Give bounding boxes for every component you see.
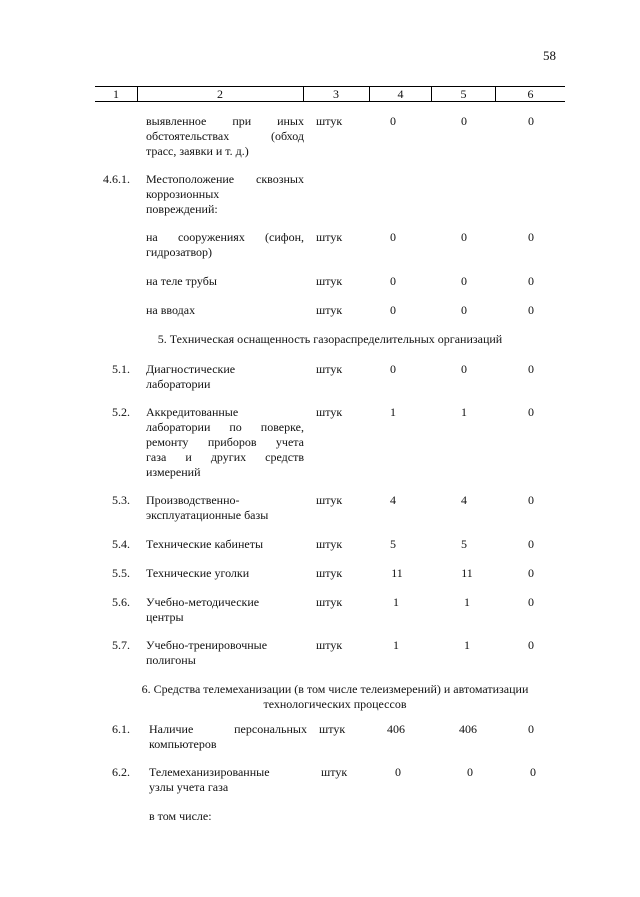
row-value-col4: 5 [390,537,396,551]
row-value-col5: 5 [461,537,467,551]
row-value-col5: 1 [464,638,470,652]
section-heading-line: технологических процессов [263,697,407,711]
row-value-col6: 0 [528,362,534,376]
row-unit: штук [316,493,343,507]
row-value-col5: 4 [461,493,467,507]
description-line: Производственно- [146,493,240,507]
subsection-label: в том числе: [149,809,212,823]
description-line: измерений [146,465,201,479]
row-value-col5: 11 [461,566,473,580]
row-value-col6: 0 [528,537,534,551]
table-header-row [95,86,565,102]
header-col-2: 2 [217,87,223,101]
row-value-col4: 0 [395,765,401,779]
row-value-col4: 0 [390,274,396,288]
description-line: лаборатории [146,377,211,391]
row-unit: штук [321,765,348,779]
row-number: 6.1. [112,722,130,736]
row-value-col5: 0 [461,303,467,317]
row-unit: штук [316,405,343,419]
row-description [146,537,304,552]
row-value-col6: 0 [528,405,534,419]
row-value-col5: 0 [461,362,467,376]
row-description [149,765,307,795]
row-value-col4: 11 [391,566,403,580]
row-description [146,595,304,625]
row-value-col4: 4 [390,493,396,507]
row-value-col6: 0 [528,493,534,507]
row-value-col5: 0 [467,765,473,779]
description-line: гидрозатвор) [146,245,213,259]
row-unit: штук [316,537,343,551]
header-col-5: 5 [460,87,467,101]
description-line: Наличие персональных [149,722,307,736]
description-line: лаборатории по поверке, [146,420,304,434]
row-description [146,172,304,217]
row-value-col5: 0 [461,114,467,128]
row-value-col6: 0 [528,566,534,580]
description-line: на теле трубы [146,274,217,288]
row-unit: штук [316,638,343,652]
description-line: компьютеров [149,737,217,751]
description-line: Технические уголки [146,566,250,580]
row-number: 5.6. [112,595,130,609]
row-value-col5: 0 [461,274,467,288]
section-heading [110,682,560,712]
description-line: трасс, заявки и т. д.) [146,144,249,158]
description-line: выявленное при иных [146,114,304,128]
row-value-col5: 406 [459,722,477,736]
page-number: 58 [543,48,556,63]
row-value-col6: 0 [528,595,534,609]
header-col-6: 6 [527,87,534,101]
row-number: 5.4. [112,537,130,551]
row-description [146,114,304,159]
section-heading: 5. Техническая оснащенность газораспределительных организаций [157,332,503,346]
row-number: 4.6.1. [103,172,130,186]
row-value-col5: 1 [464,595,470,609]
row-unit: штук [316,566,343,580]
row-description [149,722,307,752]
description-line: узлы учета газа [149,780,229,794]
description-line: полигоны [146,653,196,667]
row-unit: штук [316,362,343,376]
row-value-col6: 0 [528,274,534,288]
description-line: на вводах [146,303,196,317]
section-heading-line: 6. Средства телемеханизации (в том числе телеизмерений) и автоматизации [141,682,529,696]
row-number: 5.7. [112,638,130,652]
description-line: Технические кабинеты [146,537,264,551]
row-value-col6: 0 [528,114,534,128]
row-description [146,230,304,260]
description-line: обстоятельствах (обход [146,129,304,143]
header-col-3: 3 [333,87,339,101]
row-value-col4: 1 [390,405,396,419]
row-value-col4: 1 [393,595,399,609]
row-value-col4: 0 [390,114,396,128]
row-number: 5.5. [112,566,130,580]
row-value-col6: 0 [528,303,534,317]
description-line: Учебно-методические [146,595,260,609]
row-value-col5: 0 [461,230,467,244]
row-description [146,493,304,523]
row-value-col6: 0 [528,722,534,736]
row-value-col6: 0 [528,230,534,244]
row-unit: штук [316,303,343,317]
row-number: 6.2. [112,765,130,779]
description-line: Учебно-тренировочные [146,638,268,652]
row-unit: штук [319,722,346,736]
row-description [146,274,304,289]
description-line: Аккредитованные [146,405,239,419]
row-value-col6: 0 [530,765,536,779]
row-unit: штук [316,274,343,288]
description-line: газа и других средств [146,450,304,464]
description-line: Телемеханизированные [149,765,270,779]
header-col-4: 4 [397,87,404,101]
row-description [146,405,304,480]
row-number: 5.1. [112,362,130,376]
row-description [146,303,304,318]
row-description [146,638,304,668]
description-line: Диагностические [146,362,236,376]
row-unit: штук [316,230,343,244]
description-line: ремонту приборов учета [146,435,304,449]
description-line: эксплуатационные базы [146,508,269,522]
row-value-col4: 0 [390,362,396,376]
row-number: 5.2. [112,405,130,419]
row-value-col6: 0 [528,638,534,652]
row-unit: штук [316,114,343,128]
row-value-col4: 0 [390,230,396,244]
row-value-col4: 1 [393,638,399,652]
row-value-col4: 406 [387,722,405,736]
description-line: Местоположение сквозных [146,172,304,186]
row-description [146,566,304,581]
row-number: 5.3. [112,493,130,507]
description-line: центры [146,610,184,624]
description-line: на сооружениях (сифон, [146,230,304,244]
row-value-col4: 0 [390,303,396,317]
row-unit: штук [316,595,343,609]
description-line: коррозионных [146,187,220,201]
row-value-col5: 1 [461,405,467,419]
description-line: повреждений: [146,202,218,216]
row-description [146,362,304,392]
header-col-1: 1 [113,87,119,101]
